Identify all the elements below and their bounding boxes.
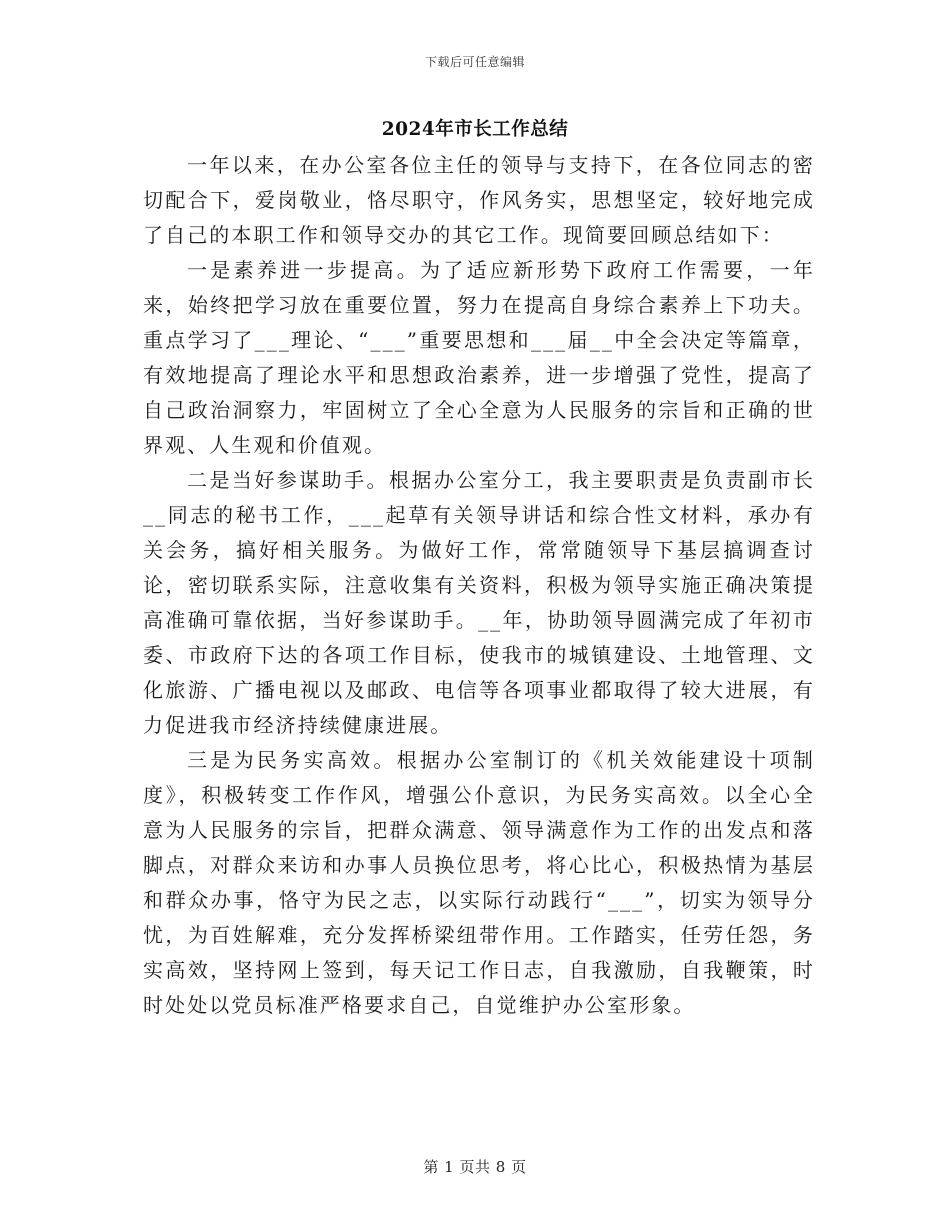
paragraph-intro: 一年以来，在办公室各位主任的领导与支持下，在各位同志的密切配合下，爱岗敬业，恪尽职守，作风务实，思想坚定，较好地完成了自己的本职工作和领导交办的其它工作。现简要回顾总结如下： — [143, 153, 815, 247]
page-footer: 第 1 页共 8 页 — [423, 1158, 527, 1176]
document-title: 2024年市长工作总结 — [381, 119, 569, 140]
paragraph-literacy: 一是素养进一步提高。为了适应新形势下政府工作需要，一年来，始终把学习放在重要位置，努力在提高自身综合素养上下功夫。重点学习了___理论、“___”重要思想和___届__中全会决定等篇章，有效地提高了理论水平和思想政治素养，进一步增强了党性，提高了自己政治洞察力，牢固树立了全心全意为人民服务的宗旨和正确的世界观、人生观和价值观。 — [143, 258, 815, 457]
paragraph-advisor: 二是当好参谋助手。根据办公室分工，我主要职责是负责副市长__同志的秘书工作，___起草有关领导讲话和综合性文材料，承办有关会务，搞好相关服务。为做好工作，常常随领导下基层搞调查讨论，密切联系实际，注意收集有关资料，积极为领导实施正确决策提高准确可靠依据，当好参谋助手。__年，协助领导圆满完成了年初市委、市政府下达的各项工作目标，使我市的城镇建设、土地管理、文化旅游、广播电视以及邮政、电信等各项事业都取得了较大进展，有力促进我市经济持续健康进展。 — [143, 468, 815, 737]
document-body — [143, 148, 815, 1023]
paragraph-service: 三是为民务实高效。根据办公室制订的《机关效能建设十项制度》，积极转变工作作风，增强公仆意识，为民务实高效。以全心全意为人民服务的宗旨，把群众满意、领导满意作为工作的出发点和落脚点，对群众来访和办事人员换位思考，将心比心，积极热情为基层和群众办事，恪守为民之志，以实际行动践行“___”，切实为领导分忧，为百姓解难，充分发挥桥梁纽带作用。工作踏实，任劳任怨，务实高效，坚持网上签到，每天记工作日志，自我激励，自我鞭策，时时处处以党员标准严格要求自己，自觉维护办公室形象。 — [143, 748, 815, 1017]
header-note: 下载后可任意编辑 — [424, 55, 525, 69]
